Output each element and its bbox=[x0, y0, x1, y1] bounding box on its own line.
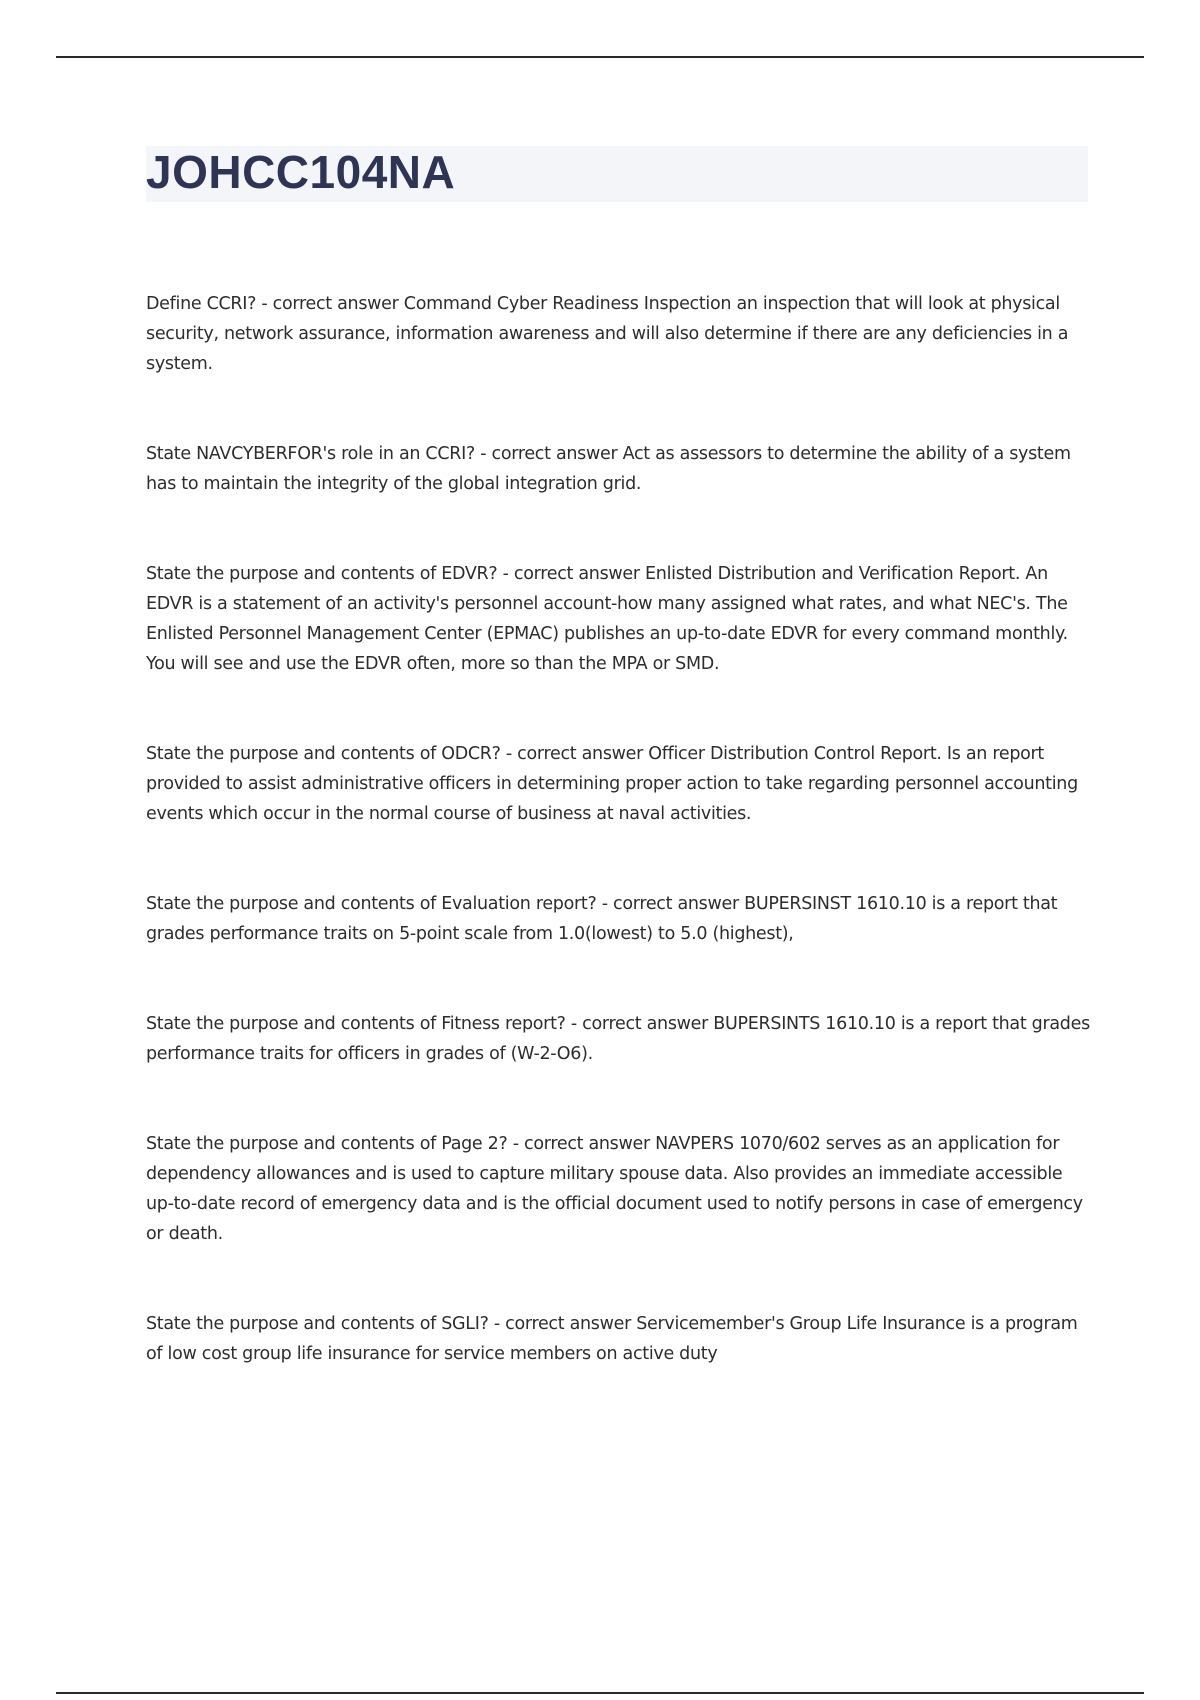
qa-item bbox=[146, 889, 1091, 949]
answer-separator: - correct answer bbox=[565, 1014, 714, 1034]
answer-separator: - correct answer bbox=[507, 1134, 656, 1154]
answer-text: Officer Distribution Control Report. Is an report provided to assist administrative officers in determining proper action to take regarding personnel accounting events which occur in the normal course of business at naval activities. bbox=[146, 744, 1078, 824]
answer-text: NAVPERS 1070/602 serves as an application for dependency allowances and is used to capture military spouse data. Also provides an immediate accessible up-to-date record of emergency data and is the official document used to notify persons in case of emergency or death. bbox=[146, 1134, 1083, 1244]
answer-text: BUPERSINTS 1610.10 is a report that grades performance traits for officers in grades of (W-2-O6). bbox=[146, 1014, 1090, 1064]
answer-separator: - correct answer bbox=[500, 744, 649, 764]
page-title: JOHCC104NA bbox=[146, 146, 456, 198]
question-text: State the purpose and contents of Fitness report? bbox=[146, 1014, 566, 1034]
bottom-divider bbox=[56, 1692, 1144, 1694]
answer-text: Command Cyber Readiness Inspection an inspection that will look at physical security, network assurance, information awareness and will also determine if there are any deficiencies in a system. bbox=[146, 294, 1069, 374]
question-text: State the purpose and contents of ODCR? bbox=[146, 744, 501, 764]
answer-separator: - correct answer bbox=[488, 1314, 637, 1334]
answer-separator: - correct answer bbox=[256, 294, 404, 314]
qa-item bbox=[146, 439, 1091, 499]
question-text: State the purpose and contents of Evaluation report? bbox=[146, 894, 597, 914]
qa-item bbox=[146, 739, 1091, 829]
qa-item bbox=[146, 1309, 1091, 1369]
answer-text: BUPERSINST 1610.10 is a report that grades performance traits on 5-point scale from 1.0(lowest) to 5.0 (highest), bbox=[146, 894, 1058, 944]
qa-item bbox=[146, 1009, 1091, 1069]
answer-text: Enlisted Distribution and Verification Report. An EDVR is a statement of an activity's personnel account-how many assigned what rates, and what NEC's. The Enlisted Personnel Management Center (EPMAC) publishes an up-to-date EDVR for every command monthly. You will see and use the EDVR often, more so than the MPA or SMD. bbox=[146, 564, 1068, 674]
qa-list bbox=[146, 289, 1091, 1429]
question-text: State NAVCYBERFOR's role in an CCRI? bbox=[146, 444, 475, 464]
question-text: Define CCRI? bbox=[146, 294, 257, 314]
answer-separator: - correct answer bbox=[474, 444, 623, 464]
answer-text: Act as assessors to determine the ability of a system has to maintain the integrity of the global integration grid. bbox=[146, 444, 1071, 494]
answer-separator: - correct answer bbox=[497, 564, 646, 584]
question-text: State the purpose and contents of EDVR? bbox=[146, 564, 498, 584]
qa-item bbox=[146, 1129, 1091, 1249]
answer-separator: - correct answer bbox=[596, 894, 745, 914]
question-text: State the purpose and contents of SGLI? bbox=[146, 1314, 489, 1334]
qa-item bbox=[146, 289, 1091, 379]
answer-text: Servicemember's Group Life Insurance is a program of low cost group life insurance for service members on active duty bbox=[146, 1314, 1078, 1364]
top-divider bbox=[56, 56, 1144, 58]
question-text: State the purpose and contents of Page 2? bbox=[146, 1134, 508, 1154]
qa-item bbox=[146, 559, 1091, 679]
